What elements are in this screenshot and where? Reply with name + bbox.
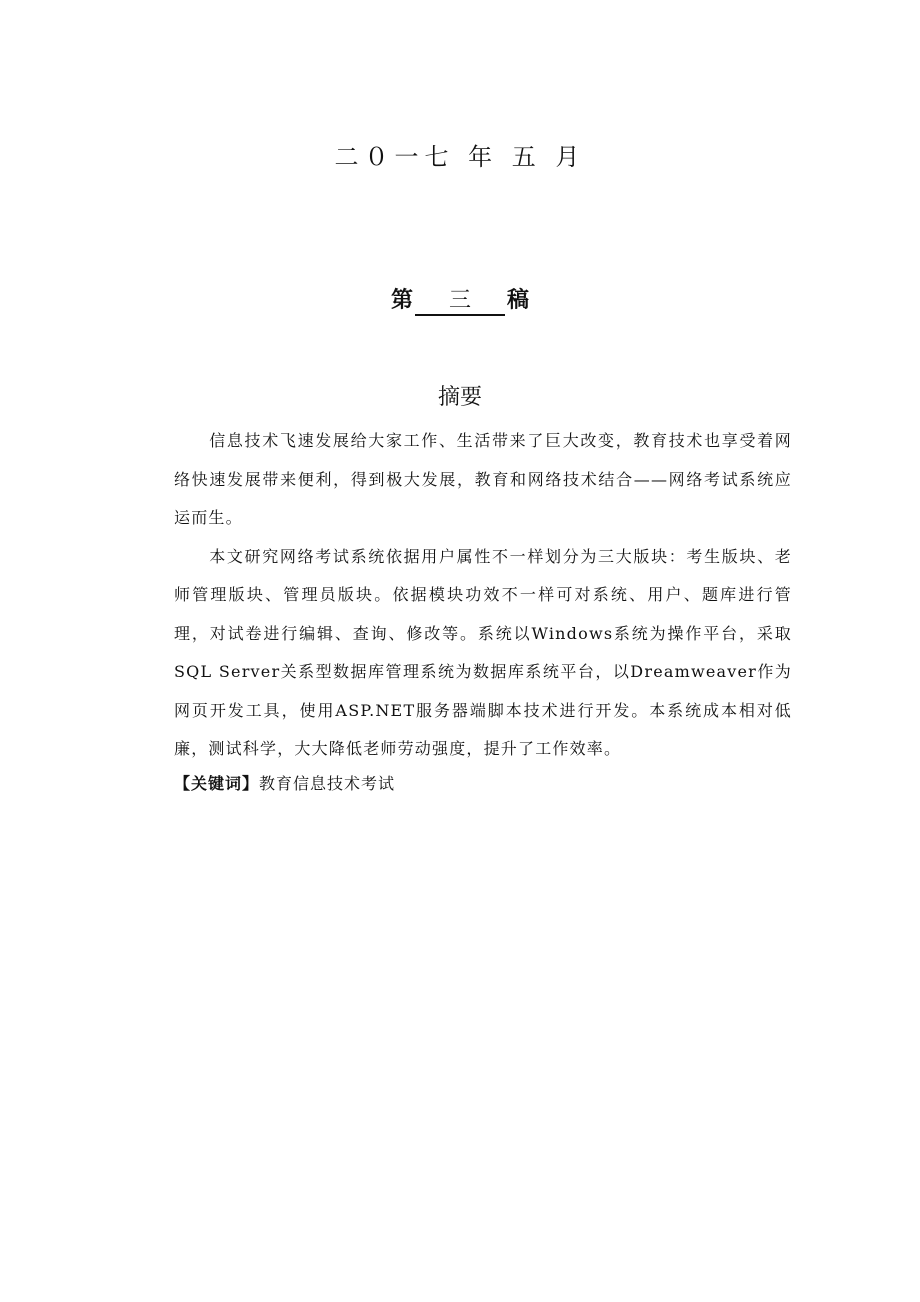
draft-version <box>0 284 920 318</box>
abstract-paragraph-2: 本文研究网络考试系统依据用户属性不一样划分为三大版块：考生版块、老师管理版块、管理员版块。依据模块功效不一样可对系统、用户、题库进行管理，对试卷进行编辑、查询、修改等。系统以Windows系统为操作平台，采取SQL Server关系型数据库管理系统为数据库系统平台，以Dreamweaver作为网页开发工具，使用ASP.NET服务器端脚本技术进行开发。本系统成本相对低廉，测试科学，大大降低老师劳动强度，提升了工作效率。 <box>174 546 792 758</box>
abstract-body <box>174 422 792 769</box>
draft-suffix: 稿 <box>507 288 530 313</box>
keywords-label: 【关键词】 <box>174 774 260 793</box>
keywords-line <box>174 769 792 799</box>
document-date: 二０一七 年 五 月 <box>334 143 586 171</box>
abstract-title: 摘要 <box>437 385 482 410</box>
abstract-paragraph-1: 信息技术飞速发展给大家工作、生活带来了巨大改变，教育技术也享受着网络快速发展带来便利，得到极大发展，教育和网络技术结合——网络考试系统应运而生。 <box>174 431 792 527</box>
keywords-text: 教育信息技术考试 <box>259 774 396 793</box>
draft-prefix: 第 <box>390 288 413 313</box>
draft-number: 三 <box>415 288 505 316</box>
